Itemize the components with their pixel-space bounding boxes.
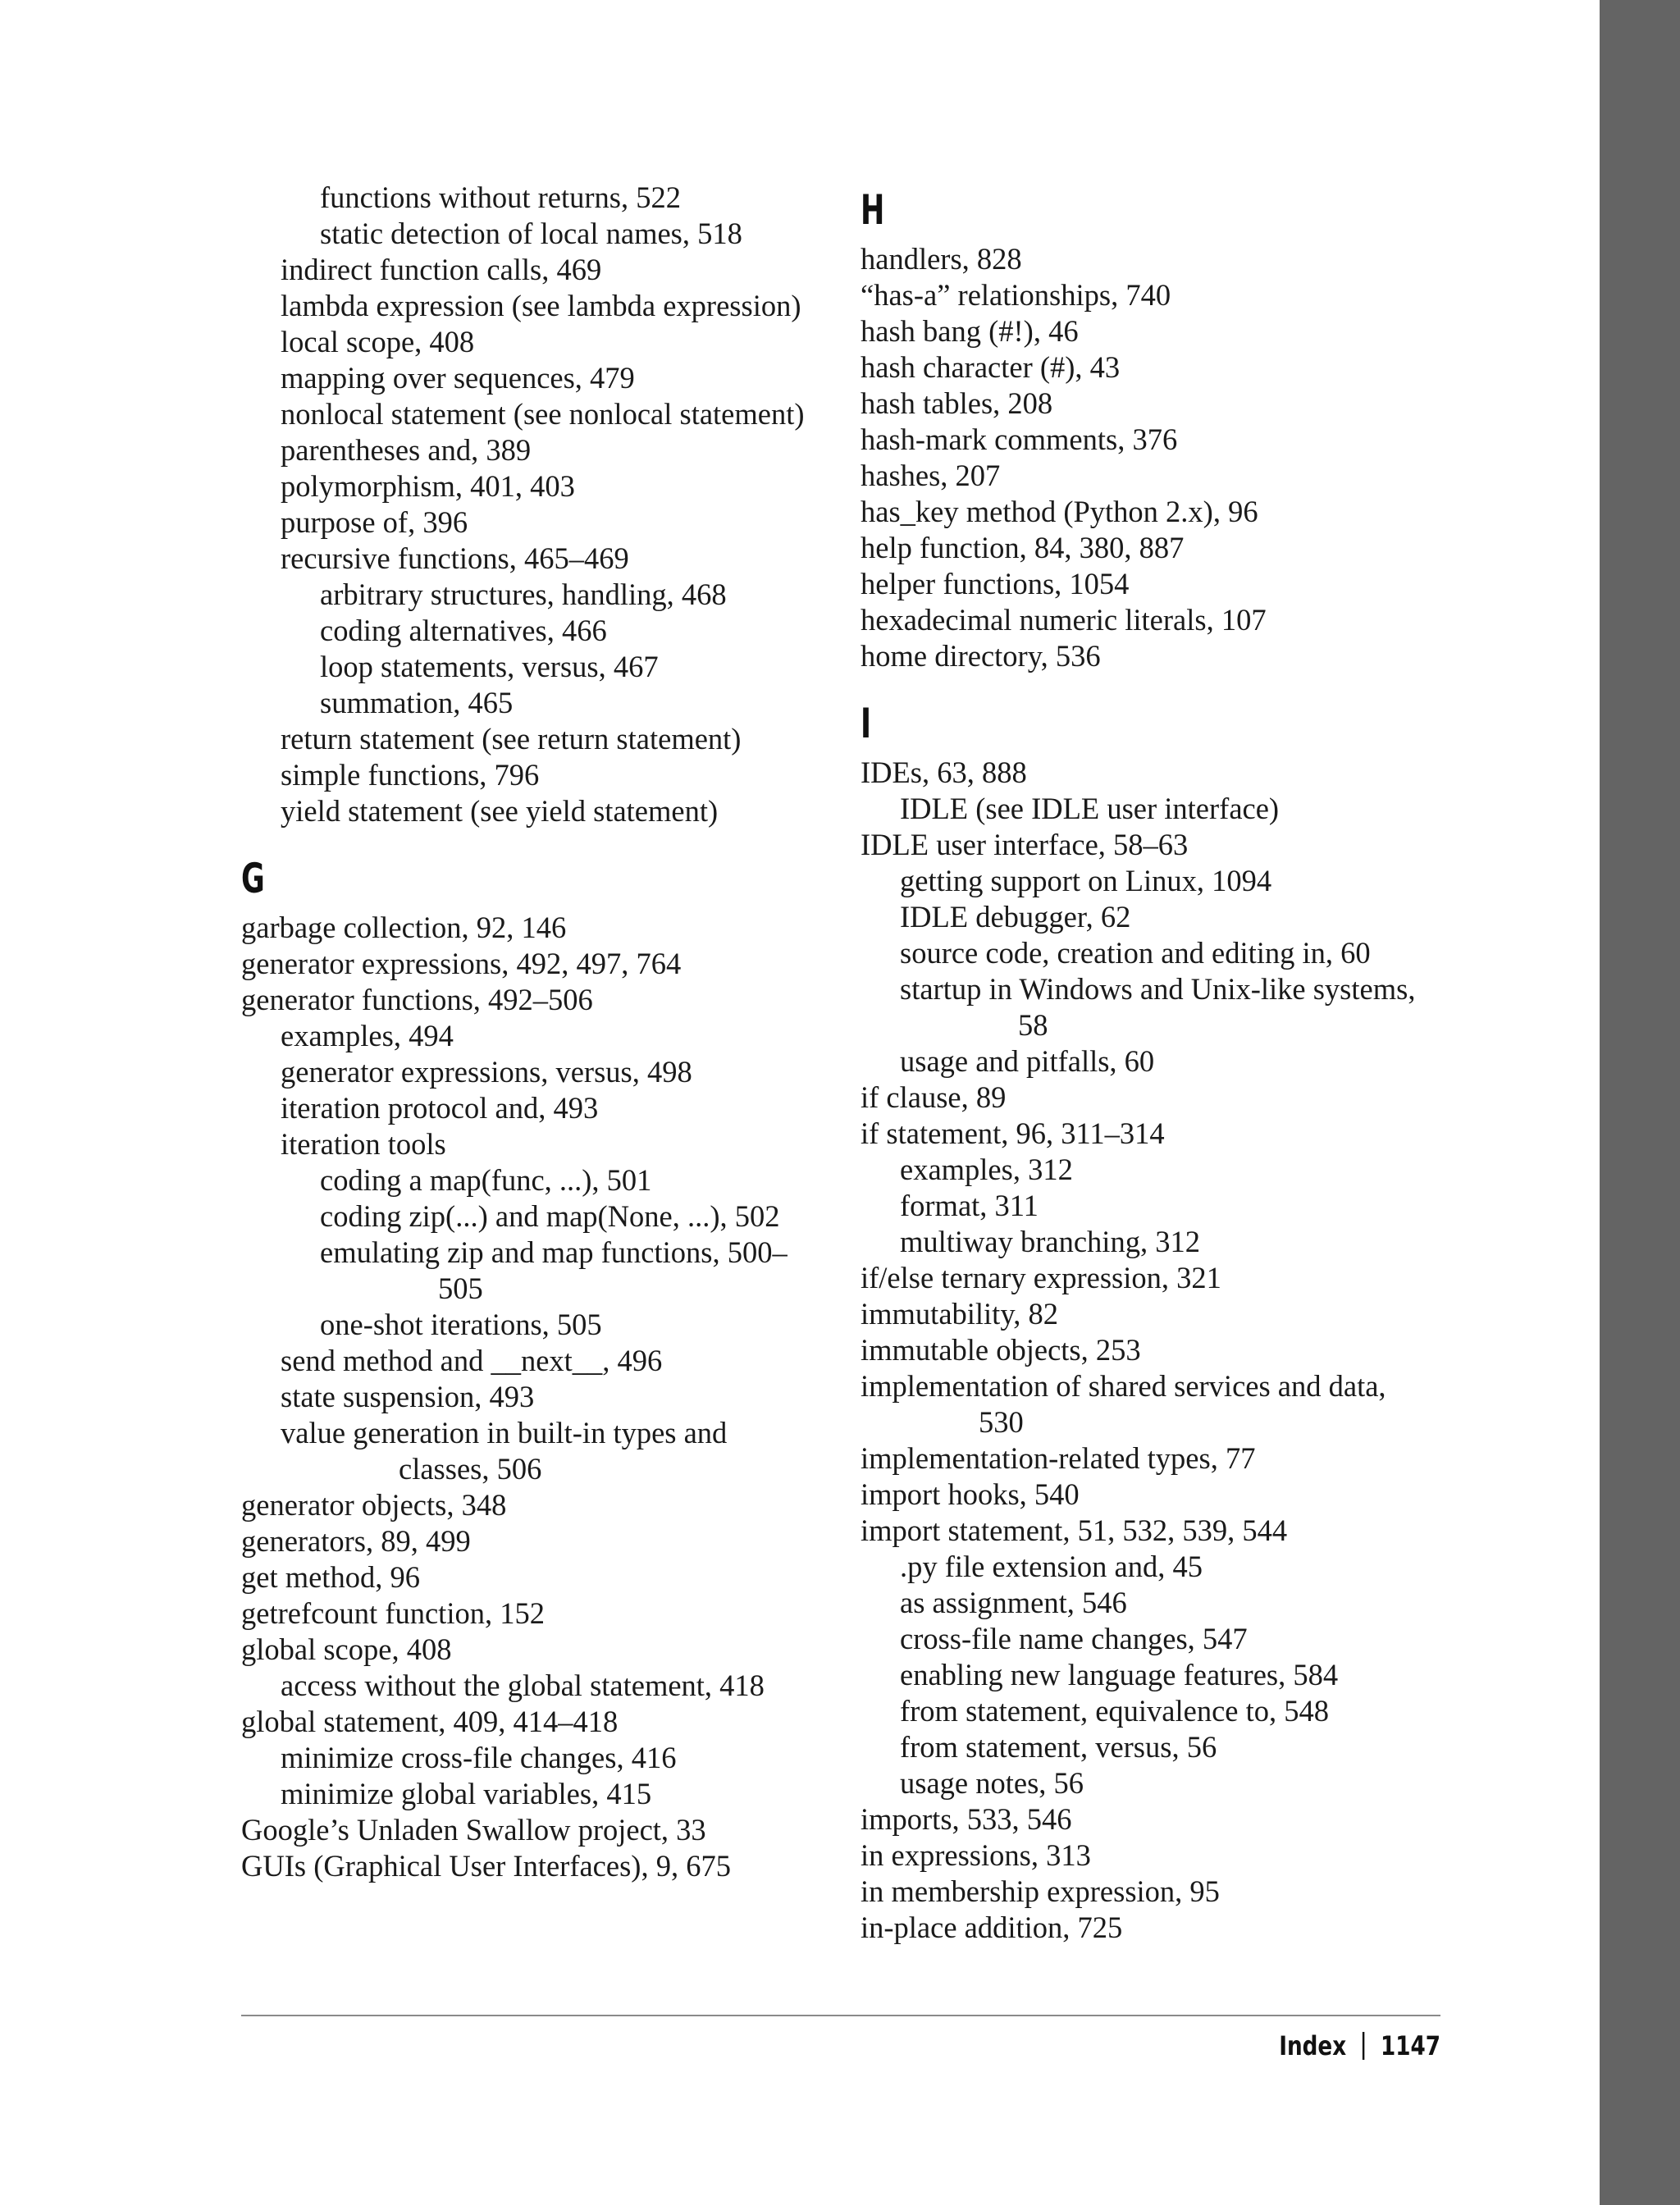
index-entry: handlers, 828: [861, 242, 1022, 276]
section-heading-g: G: [241, 855, 265, 902]
index-entry: global scope, 408: [241, 1632, 452, 1666]
index-subentry: access without the global statement, 418: [281, 1669, 765, 1702]
index-entry: home directory, 536: [861, 639, 1101, 673]
index-entry: import hooks, 540: [861, 1477, 1080, 1511]
index-subentry: static detection of local names, 518: [320, 217, 742, 250]
index-subentry: loop statements, versus, 467: [320, 650, 659, 683]
index-subentry: mapping over sequences, 479: [281, 361, 635, 395]
index-entry: global statement, 409, 414–418: [241, 1705, 619, 1738]
footer-separator: [1363, 2032, 1364, 2060]
index-entry: GUIs (Graphical User Interfaces), 9, 675: [241, 1849, 731, 1883]
index-subentry: getting support on Linux, 1094: [900, 864, 1272, 897]
index-entry: getrefcount function, 152: [241, 1596, 545, 1630]
index-subentry: yield statement (see yield statement): [281, 794, 719, 828]
index-entry: import statement, 51, 532, 539, 544: [861, 1513, 1288, 1547]
index-subentry: local scope, 408: [281, 325, 475, 358]
page-number: 1147: [1380, 2030, 1440, 2061]
index-subentry: examples, 494: [281, 1019, 454, 1052]
index-subentry: emulating zip and map functions, 500–: [320, 1235, 788, 1269]
index-entry: in-place addition, 725: [861, 1911, 1123, 1944]
index-subentry: one-shot iterations, 505: [320, 1308, 602, 1341]
index-subentry: state suspension, 493: [281, 1380, 535, 1413]
page-footer: [1279, 2029, 1440, 2062]
index-entry: hash-mark comments, 376: [861, 422, 1178, 456]
index-entry: generator expressions, 492, 497, 764: [241, 947, 682, 980]
index-entry: hash tables, 208: [861, 386, 1053, 420]
index-entry: “has-a” relationships, 740: [861, 278, 1171, 312]
index-subentry: examples, 312: [900, 1153, 1073, 1186]
section-heading-i: I: [861, 700, 872, 747]
index-entry: in membership expression, 95: [861, 1874, 1220, 1908]
index-subentry: multiway branching, 312: [900, 1225, 1200, 1258]
index-subentry: usage and pitfalls, 60: [900, 1044, 1155, 1078]
index-subentry: IDLE debugger, 62: [900, 900, 1131, 934]
index-subentry: 58: [1018, 1008, 1048, 1042]
index-subentry: classes, 506: [399, 1452, 542, 1486]
index-subentry: from statement, equivalence to, 548: [900, 1694, 1329, 1728]
index-subentry: 530: [979, 1405, 1024, 1439]
index-subentry: parentheses and, 389: [281, 433, 532, 467]
index-entry: immutability, 82: [861, 1297, 1058, 1331]
footer-rule: [241, 2015, 1440, 2016]
index-entry: hash bang (#!), 46: [861, 314, 1079, 348]
index-subentry: simple functions, 796: [281, 758, 540, 792]
index-entry: if clause, 89: [861, 1080, 1007, 1114]
index-subentry: startup in Windows and Unix-like systems,: [900, 972, 1416, 1006]
index-subentry: recursive functions, 465–469: [281, 541, 629, 575]
index-subentry: summation, 465: [320, 686, 514, 719]
index-subentry: coding alternatives, 466: [320, 614, 607, 647]
index-subentry: from statement, versus, 56: [900, 1730, 1217, 1764]
index-entry: IDLE user interface, 58–63: [861, 828, 1189, 861]
index-subentry: 505: [438, 1271, 483, 1305]
index-subentry: source code, creation and editing in, 60: [900, 936, 1371, 970]
index-subentry: functions without returns, 522: [320, 180, 681, 214]
index-entry: imports, 533, 546: [861, 1802, 1072, 1836]
index-subentry: iteration protocol and, 493: [281, 1091, 599, 1125]
index-subentry: enabling new language features, 584: [900, 1658, 1339, 1691]
index-subentry: minimize global variables, 415: [281, 1777, 652, 1810]
index-entry: generators, 89, 499: [241, 1524, 471, 1558]
section-heading-h: H: [861, 186, 885, 234]
page-edge-bar: [1600, 0, 1680, 2205]
footer-section-label: Index: [1279, 2030, 1347, 2061]
index-subentry: send method and __next__, 496: [281, 1344, 663, 1377]
index-entry: hexadecimal numeric literals, 107: [861, 603, 1267, 637]
index-subentry: return statement (see return statement): [281, 722, 742, 756]
index-entry: get method, 96: [241, 1560, 420, 1594]
index-entry: IDEs, 63, 888: [861, 756, 1027, 789]
index-entry: garbage collection, 92, 146: [241, 911, 567, 944]
index-entry: implementation of shared services and data,: [861, 1369, 1386, 1403]
index-subentry: indirect function calls, 469: [281, 253, 602, 286]
index-subentry: coding zip(...) and map(None, ...), 502: [320, 1199, 780, 1233]
index-subentry: usage notes, 56: [900, 1766, 1084, 1800]
index-entry: Google’s Unladen Swallow project, 33: [241, 1813, 706, 1847]
index-entry: implementation-related types, 77: [861, 1441, 1256, 1475]
index-subentry: IDLE (see IDLE user interface): [900, 792, 1280, 825]
index-entry: in expressions, 313: [861, 1838, 1091, 1872]
index-entry: has_key method (Python 2.x), 96: [861, 495, 1258, 528]
index-entry: hashes, 207: [861, 459, 1001, 492]
index-subentry: value generation in built-in types and: [281, 1416, 728, 1449]
index-entry: help function, 84, 380, 887: [861, 531, 1185, 564]
index-subentry: .py file extension and, 45: [900, 1550, 1203, 1583]
index-subentry: nonlocal statement (see nonlocal statement): [281, 397, 805, 431]
index-entry: if/else ternary expression, 321: [861, 1261, 1221, 1294]
index-subentry: generator expressions, versus, 498: [281, 1055, 692, 1089]
index-subentry: iteration tools: [281, 1127, 446, 1161]
index-subentry: format, 311: [900, 1189, 1039, 1222]
index-entry: generator objects, 348: [241, 1488, 507, 1522]
index-subentry: polymorphism, 401, 403: [281, 469, 575, 503]
index-entry: immutable objects, 253: [861, 1333, 1141, 1367]
index-entry: hash character (#), 43: [861, 350, 1121, 384]
index-subentry: arbitrary structures, handling, 468: [320, 578, 727, 611]
index-subentry: cross-file name changes, 547: [900, 1622, 1248, 1655]
index-subentry: purpose of, 396: [281, 505, 468, 539]
index-subentry: minimize cross-file changes, 416: [281, 1741, 677, 1774]
index-entry: helper functions, 1054: [861, 567, 1130, 600]
index-subentry: coding a map(func, ...), 501: [320, 1163, 652, 1197]
index-entry: if statement, 96, 311–314: [861, 1116, 1165, 1150]
index-subentry: as assignment, 546: [900, 1586, 1127, 1619]
index-entry: generator functions, 492–506: [241, 983, 593, 1016]
index-subentry: lambda expression (see lambda expression): [281, 289, 801, 322]
